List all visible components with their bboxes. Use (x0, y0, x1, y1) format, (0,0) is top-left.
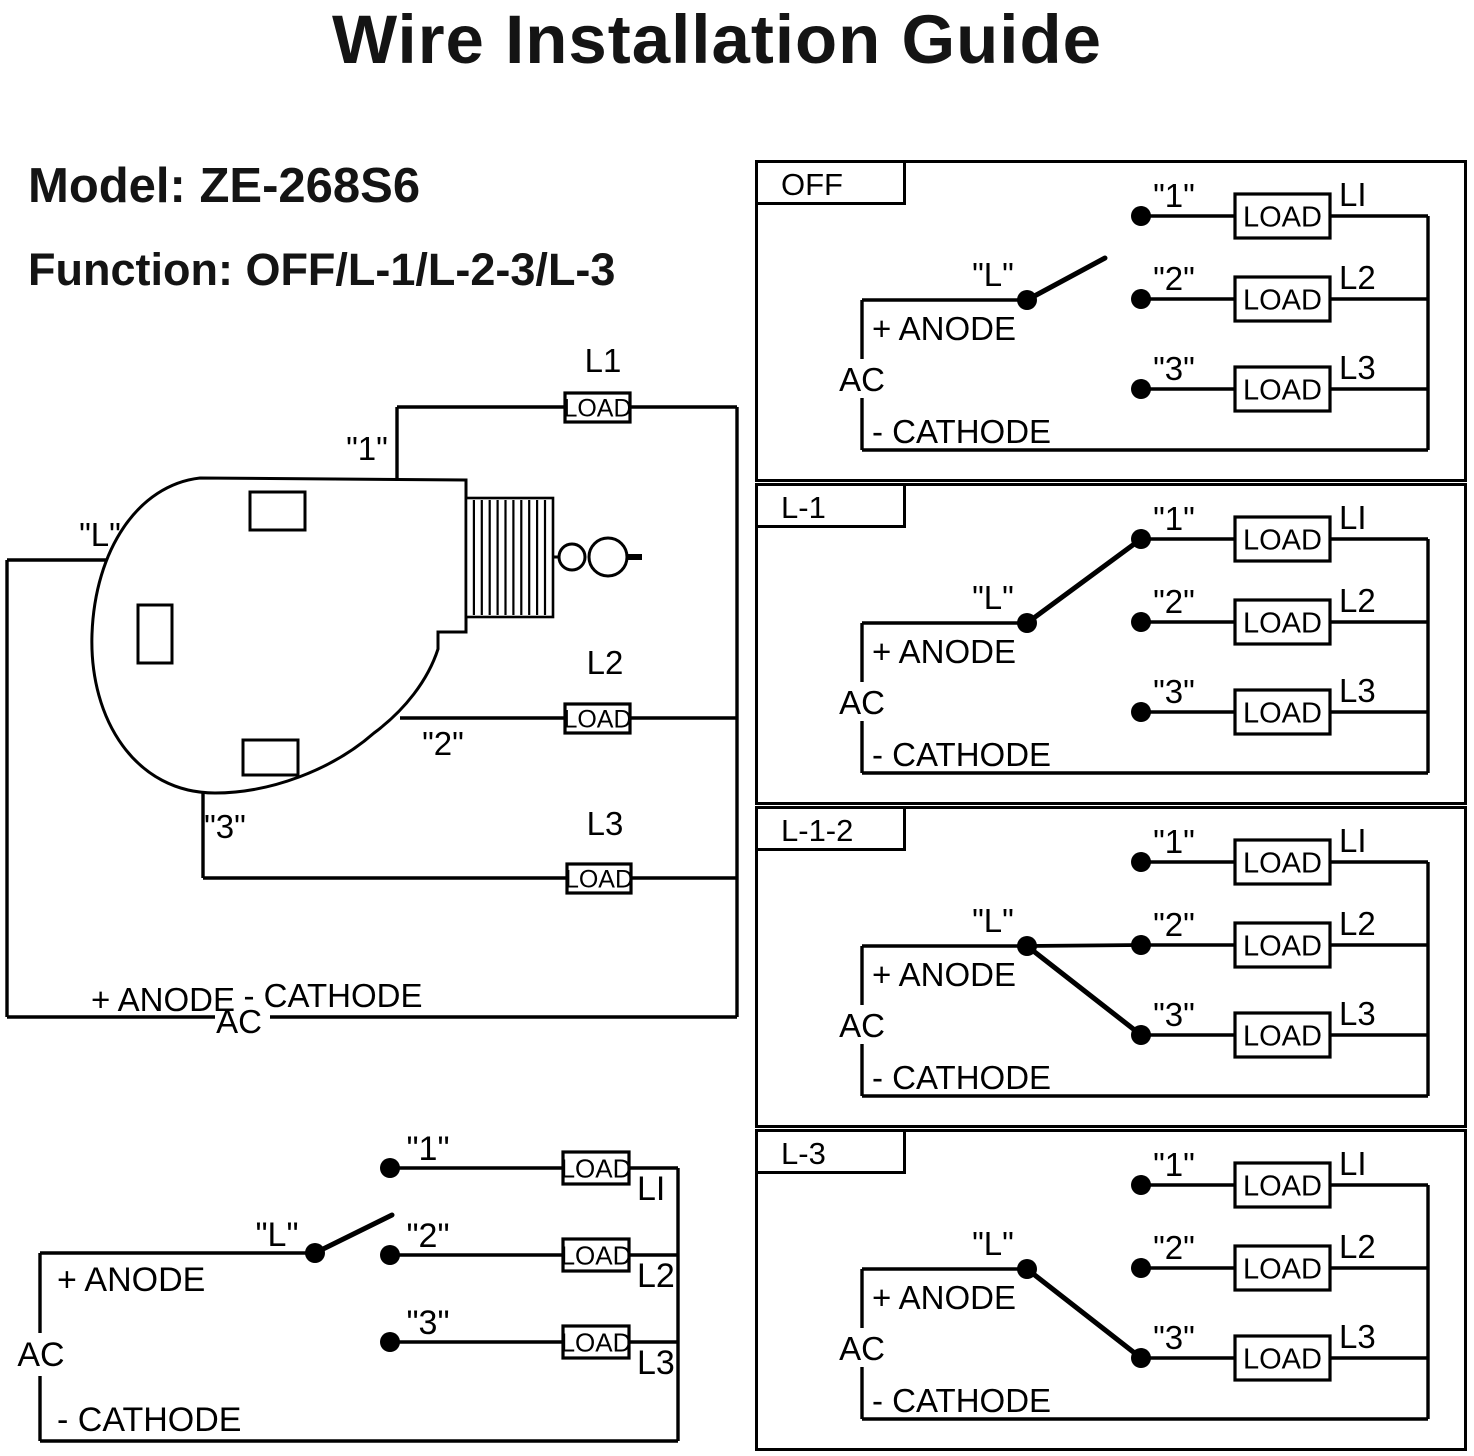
ac-label: AC (216, 1003, 262, 1040)
contact-dot (1131, 702, 1151, 722)
switch-common-label: "L" (972, 256, 1014, 293)
tab-label: OFF (781, 167, 843, 202)
threaded-stem (466, 498, 553, 617)
terminal-label: "1" (1153, 177, 1195, 214)
terminal-label: "1" (1153, 823, 1195, 860)
contact-dot (1131, 1175, 1151, 1195)
cathode-label: - CATHODE (872, 1059, 1052, 1096)
panel-off (757, 162, 1466, 481)
load-label: LOAD (560, 1240, 632, 1271)
terminal-label: "1" (406, 1130, 450, 1168)
cathode-label: - CATHODE (243, 977, 423, 1014)
line-label: L2 (1339, 1228, 1376, 1265)
terminal-label: "2" (1153, 260, 1195, 297)
panel-tab (757, 1131, 905, 1173)
terminal-label: "1" (1153, 1146, 1195, 1183)
contact-dot (1131, 206, 1151, 226)
anode-label: + ANODE (872, 956, 1016, 993)
line-label: L2 (586, 644, 624, 681)
switch-common-label: "L" (972, 579, 1014, 616)
load-label: LOAD (1243, 930, 1322, 963)
terminal-pad-1 (250, 492, 305, 530)
load-label: LOAD (1243, 1020, 1322, 1053)
load-label: LOAD (1243, 1170, 1322, 1203)
load-label: LOAD (1243, 1343, 1322, 1376)
panel-l-3 (757, 1131, 1466, 1450)
load-label: LOAD (1243, 1253, 1322, 1286)
terminal-label: "2" (1153, 906, 1195, 943)
switch-common-label: "L" (972, 902, 1014, 939)
terminal-label: "3" (1153, 996, 1195, 1033)
contact-dot (1131, 289, 1151, 309)
anode-label: + ANODE (872, 310, 1016, 347)
terminal-pad-l (138, 605, 172, 663)
chain-bead-large (589, 538, 627, 576)
cathode-label: - CATHODE (57, 1401, 242, 1439)
contact-dot (1131, 1025, 1151, 1045)
load-label: LOAD (560, 1153, 632, 1184)
contact-dot (1131, 379, 1151, 399)
load-label: LOAD (1243, 847, 1322, 880)
terminal-label: "1" (346, 430, 388, 467)
line-label: L3 (1339, 995, 1376, 1032)
terminal-label: "1" (1153, 500, 1195, 537)
switch-lever (315, 1215, 392, 1253)
contact-dot (380, 1332, 400, 1352)
line-label: LI (1339, 176, 1367, 213)
line-label: L3 (1339, 672, 1376, 709)
line-label: L3 (1339, 1318, 1376, 1355)
page-title: Wire Installation Guide (332, 1, 1102, 78)
line-label: L3 (586, 805, 624, 842)
contact-dot (1131, 612, 1151, 632)
function-line: Function: OFF/L-1/L-2-3/L-3 (28, 244, 616, 295)
terminal-label: "3" (204, 808, 246, 845)
cathode-label: - CATHODE (872, 1382, 1052, 1419)
tab-label: L-1-2 (781, 813, 854, 848)
load-label: LOAD (1243, 607, 1322, 640)
terminal-label: "3" (1153, 350, 1195, 387)
line-label: L2 (637, 1257, 675, 1295)
off-position-schematic (17, 1130, 678, 1441)
load-label: LOAD (563, 705, 632, 734)
ac-label: AC (17, 1336, 65, 1374)
load-label: LOAD (1243, 697, 1322, 730)
line-label: L3 (637, 1344, 675, 1382)
tab-label: L-1 (781, 490, 826, 525)
ac-label: AC (839, 1330, 885, 1367)
anode-label: + ANODE (872, 633, 1016, 670)
switch-common-label: "L" (255, 1216, 299, 1254)
anode-label: + ANODE (57, 1261, 206, 1299)
load-label: LOAD (564, 865, 634, 894)
ac-label: AC (839, 1007, 885, 1044)
line-label: L2 (1339, 582, 1376, 619)
line-label: L2 (1339, 905, 1376, 942)
contact-dot (380, 1158, 400, 1178)
terminal-label: "3" (1153, 1319, 1195, 1356)
line-label: L1 (584, 342, 622, 379)
contact-dot (1131, 852, 1151, 872)
terminal-label: "3" (406, 1304, 450, 1342)
model-line: Model: ZE-268S6 (28, 159, 421, 213)
contact-dot (1131, 935, 1151, 955)
panel-l-1 (757, 485, 1466, 804)
panel-tab (757, 485, 905, 527)
load-label: LOAD (1243, 284, 1322, 317)
line-label: LI (1339, 499, 1367, 536)
chain-bead-small (559, 544, 585, 570)
main-connection-diagram (7, 342, 737, 1040)
ac-label: AC (839, 361, 885, 398)
cathode-label: - CATHODE (872, 736, 1052, 773)
switch-common-label: "L" (972, 1225, 1014, 1262)
switch-common-label: "L" (79, 516, 121, 553)
line-label: L2 (1339, 259, 1376, 296)
contact-dot (1131, 1258, 1151, 1278)
tab-label: L-3 (781, 1136, 826, 1171)
line-label: LI (1339, 1145, 1367, 1182)
load-label: LOAD (1243, 374, 1322, 407)
terminal-label: "2" (406, 1217, 450, 1255)
common-dot (1017, 613, 1037, 633)
bridge-wire (1027, 945, 1141, 946)
load-label: LOAD (563, 394, 632, 423)
line-label: LI (637, 1170, 666, 1208)
terminal-label: "2" (1153, 583, 1195, 620)
terminal-pad-3 (243, 740, 298, 775)
contact-dot (380, 1245, 400, 1265)
terminal-label: "2" (1153, 1229, 1195, 1266)
load-label: LOAD (1243, 524, 1322, 557)
anode-label: + ANODE (91, 981, 235, 1018)
panel-l-1-2 (757, 808, 1466, 1127)
common-dot (305, 1243, 325, 1263)
line-label: L3 (1339, 349, 1376, 386)
common-dot (1017, 936, 1037, 956)
ac-label: AC (839, 684, 885, 721)
common-dot (1017, 290, 1037, 310)
terminal-label: "2" (422, 725, 464, 762)
line-label: LI (1339, 822, 1367, 859)
contact-dot (1131, 529, 1151, 549)
load-label: LOAD (560, 1327, 632, 1358)
load-label: LOAD (1243, 201, 1322, 234)
common-dot (1017, 1259, 1037, 1279)
cathode-label: - CATHODE (872, 413, 1052, 450)
contact-dot (1131, 1348, 1151, 1368)
terminal-label: "3" (1153, 673, 1195, 710)
anode-label: + ANODE (872, 1279, 1016, 1316)
